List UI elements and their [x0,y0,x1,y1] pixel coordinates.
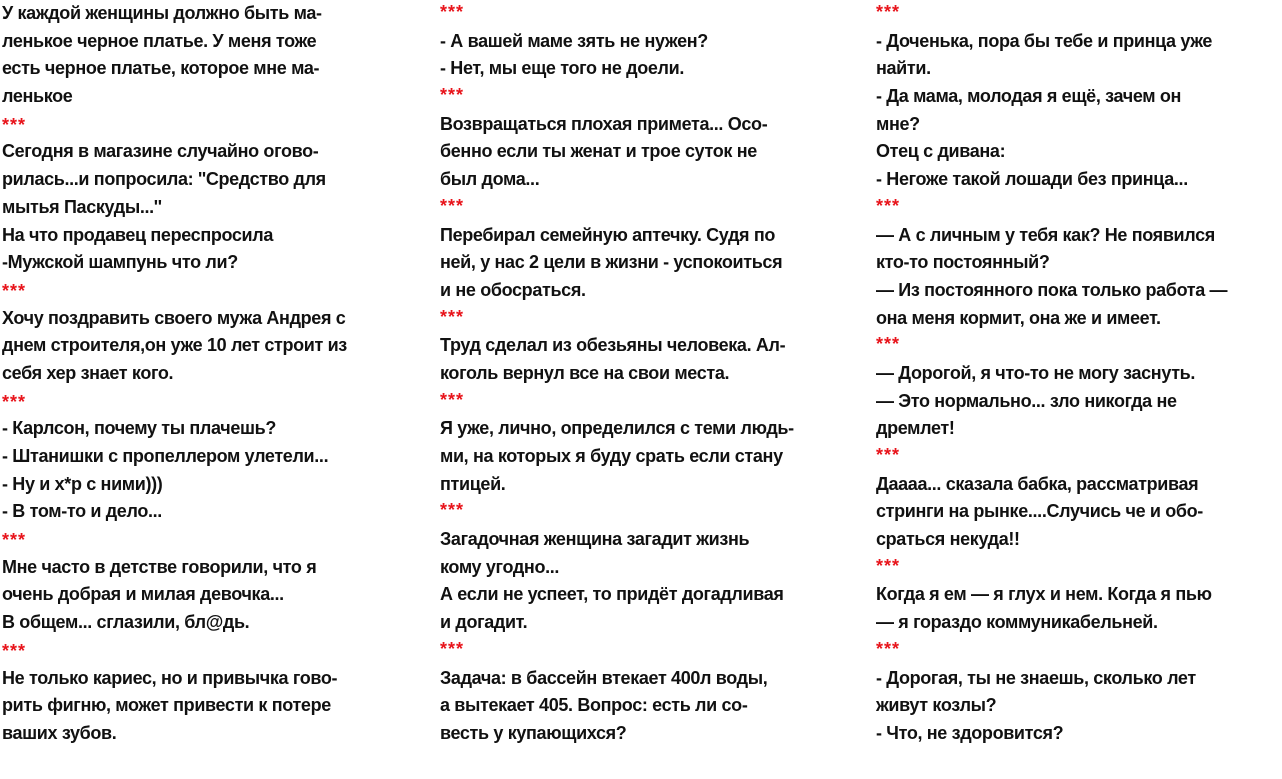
text-line: Сегодня в магазине случайно огово- [2,141,319,162]
text-line: ленькое черное платье. У меня тоже [2,30,317,51]
joke-block [876,665,1280,748]
text-line: ней, у нас 2 цели в жизни - успокоиться [440,252,783,273]
text-line: днем строителя,он уже 10 лет строит из [2,335,347,356]
text-line: В общем... сглазили, бл@дь. [2,612,250,633]
text-line: - В том-то и дело... [2,501,162,522]
separator-asterisks: *** [440,195,465,216]
text-line: бенно если ты женат и трое суток не [440,141,757,162]
text-line: -Мужской шампунь что ли? [2,252,238,273]
text-line: сраться некуда!! [876,529,1020,550]
separator-asterisks: *** [2,530,27,551]
text-line: коголь вернул все на свои места. [440,362,730,383]
separator-asterisks: *** [876,445,901,465]
text-line: — я гораздо коммуникабельней. [876,612,1158,633]
text-line: - Ну и х*р с ними))) [2,473,163,494]
text-line: птицей. [440,473,506,494]
text-line: - Нет, мы еще того не доели. [440,58,684,79]
separator-asterisks: *** [876,638,901,659]
joke-block [2,305,412,388]
text-line: — А с личным у тебя как? Не появился [876,224,1215,245]
text-line: Хочу поздравить своего мужа Андрея с [2,307,346,328]
joke-block [440,111,850,194]
text-line: Мне часто в детстве говорили, что я [2,556,317,577]
text-line: очень добрая и милая девочка... [2,584,284,605]
text-line: кому угодно... [440,556,560,577]
text-line: Возвращаться плохая примета... Осо- [440,113,768,134]
text-line: На что продавец переспросила [2,224,274,245]
text-line: Не только кариес, но и привычка гово- [2,667,338,688]
text-line: найти. [876,58,931,79]
joke-block [440,526,850,637]
text-line: ваших зубов. [2,722,117,743]
text-line: - Карлсон, почему ты плачешь? [2,418,277,439]
separator-asterisks: *** [876,2,901,22]
separator-asterisks: *** [2,280,27,301]
joke-block [440,332,850,387]
joke-block [440,415,850,498]
text-line: а вытекает 405. Вопрос: есть ли со- [440,695,748,716]
joke-block [2,138,412,276]
text-line: она меня кормит, она же и имеет. [876,307,1161,328]
text-line: — Это нормально... зло никогда не [876,390,1177,411]
separator-asterisks: *** [876,195,901,216]
separator-asterisks: *** [2,114,27,135]
separator-asterisks: *** [440,638,465,659]
joke-block [440,665,850,748]
text-line: рить фигню, может привести к потере [2,695,331,716]
separator-asterisks: *** [440,389,465,410]
text-line: Когда я ем — я глух и нем. Когда я пью [876,584,1212,605]
joke-block [440,28,850,83]
text-line: кто-то постоянный? [876,252,1050,273]
text-line: Даааа... сказала бабка, рассматривая [876,473,1199,494]
text-line: - Негоже такой лошади без принца... [876,169,1188,190]
text-line: - Штанишки с пропеллером улетели... [2,446,329,466]
column-3 [876,0,1280,748]
text-line: и догадит. [440,612,528,633]
text-line: У каждой женщины должно быть ма- [2,3,322,23]
text-line: Задача: в бассейн втекает 400л воды, [440,667,768,688]
text-line: Отец с дивана: [876,141,1006,162]
separator-asterisks: *** [2,640,27,661]
text-line: есть черное платье, которое мне ма- [2,58,320,79]
joke-block [876,28,1280,194]
separator-asterisks: *** [876,334,901,355]
text-line: Я уже, лично, определился с теми людь- [440,418,794,439]
text-line: рилась...и попросила: ''Средство для [2,169,326,190]
joke-block [876,222,1280,333]
text-line: мытья Паскуды...'' [2,196,162,217]
column-1 [2,0,412,748]
joke-block [2,554,412,637]
text-line: — Из постоянного пока только работа — [876,279,1228,300]
column-2 [440,0,850,748]
joke-block [876,581,1280,636]
text-line: Перебирал семейную аптечку. Судя по [440,224,776,245]
text-line: весть у купающихся? [440,722,627,743]
joke-block [2,0,412,111]
text-line: мне? [876,113,920,134]
separator-asterisks: *** [2,391,27,412]
text-line: ленькое [2,86,73,107]
text-line: Труд сделал из обезьяны человека. Ал- [440,335,786,356]
separator-asterisks: *** [876,555,901,576]
text-line: себя хер знает кого. [2,362,174,383]
separator-asterisks: *** [440,85,465,106]
text-line: стринги на рынке....Случись че и обо- [876,501,1203,522]
text-line: - Да мама, молодая я ещё, зачем он [876,86,1182,107]
joke-block [876,360,1280,443]
text-line: А если не успеет, то придёт догадливая [440,584,784,605]
text-line: и не обосраться. [440,279,586,300]
joke-block [2,665,412,748]
text-line: Загадочная женщина загадит жизнь [440,529,750,550]
separator-asterisks: *** [440,500,465,521]
separator-asterisks: *** [440,2,465,22]
text-line: дремлет! [876,418,955,439]
joke-block [876,471,1280,554]
text-line: живут козлы? [876,695,997,716]
text-line: - Что, не здоровится? [876,722,1064,743]
text-line: - А вашей маме зять не нужен? [440,30,708,51]
text-line: — Дорогой, я что-то не могу заснуть. [876,362,1196,383]
text-line: ми, на которых я буду срать если стану [440,446,783,466]
text-line: - Дорогая, ты не знаешь, сколько лет [876,667,1196,688]
joke-block [440,222,850,305]
text-line: был дома... [440,169,540,190]
separator-asterisks: *** [440,306,465,327]
joke-block [2,415,412,526]
text-line: - Доченька, пора бы тебе и принца уже [876,30,1213,51]
